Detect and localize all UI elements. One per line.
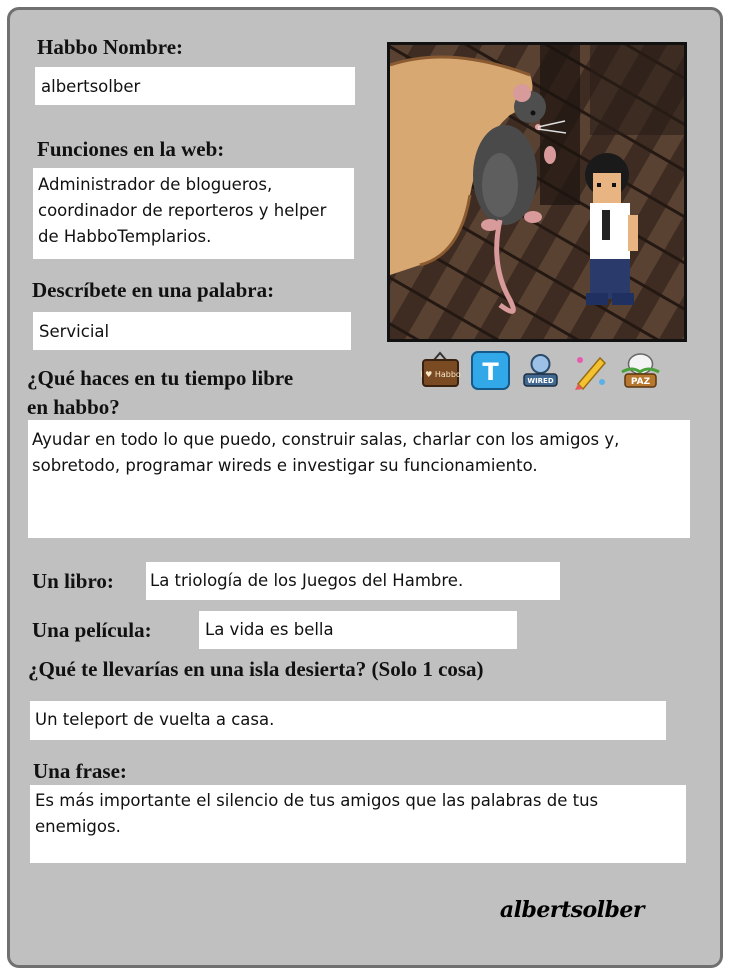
movie-field: La vida es bella <box>199 611 517 649</box>
word-field: Servicial <box>33 312 351 350</box>
name-field: albertsolber <box>35 67 355 105</box>
wired-badge-icon[interactable] <box>520 350 561 391</box>
habbo-scene-image <box>390 45 684 339</box>
freetime-label-line-1: ¿Qué haces en tu tiempo libre <box>27 366 294 390</box>
badge-text: I ♥ Habbo <box>420 370 461 379</box>
quote-label: Una frase: <box>33 759 127 783</box>
pencil-badge-icon[interactable] <box>570 350 611 391</box>
name-label: Habbo Nombre: <box>37 35 184 59</box>
habbotemplarios-t-badge-icon[interactable] <box>470 350 511 391</box>
badge-text: T <box>482 358 499 386</box>
signature: albertsolber <box>499 897 644 923</box>
roles-label: Funciones en la web: <box>37 137 225 161</box>
freetime-field: Ayudar en todo lo que puedo, construir salas, charlar con los amigos y, sobretodo, programar wireds e investigar su funcionamiento. <box>28 420 690 538</box>
word-label: Descríbete en una palabra: <box>32 278 275 302</box>
quote-field: Es más importante el silencio de tus amigos que las palabras de tus enemigos. <box>30 785 686 863</box>
movie-label: Una película: <box>32 618 152 642</box>
book-label: Un libro: <box>32 569 114 593</box>
paz-badge-icon[interactable] <box>620 350 661 391</box>
badge-row <box>420 350 661 391</box>
freetime-label-line-2: en habbo? <box>27 395 120 419</box>
island-field: Un teleport de vuelta a casa. <box>30 701 666 740</box>
avatar-photo <box>387 42 687 342</box>
island-label: ¿Qué te llevarías en una isla desierta? (Solo 1 cosa) <box>28 657 484 681</box>
badge-text: PAZ <box>630 377 651 387</box>
badge-text: WIRED <box>527 377 554 385</box>
book-field: La triología de los Juegos del Hambre. <box>146 562 560 600</box>
roles-field: Administrador de blogueros, coordinador de reporteros y helper de HabboTemplarios. <box>33 168 354 259</box>
love-habbo-sign-badge-icon[interactable] <box>420 350 461 391</box>
